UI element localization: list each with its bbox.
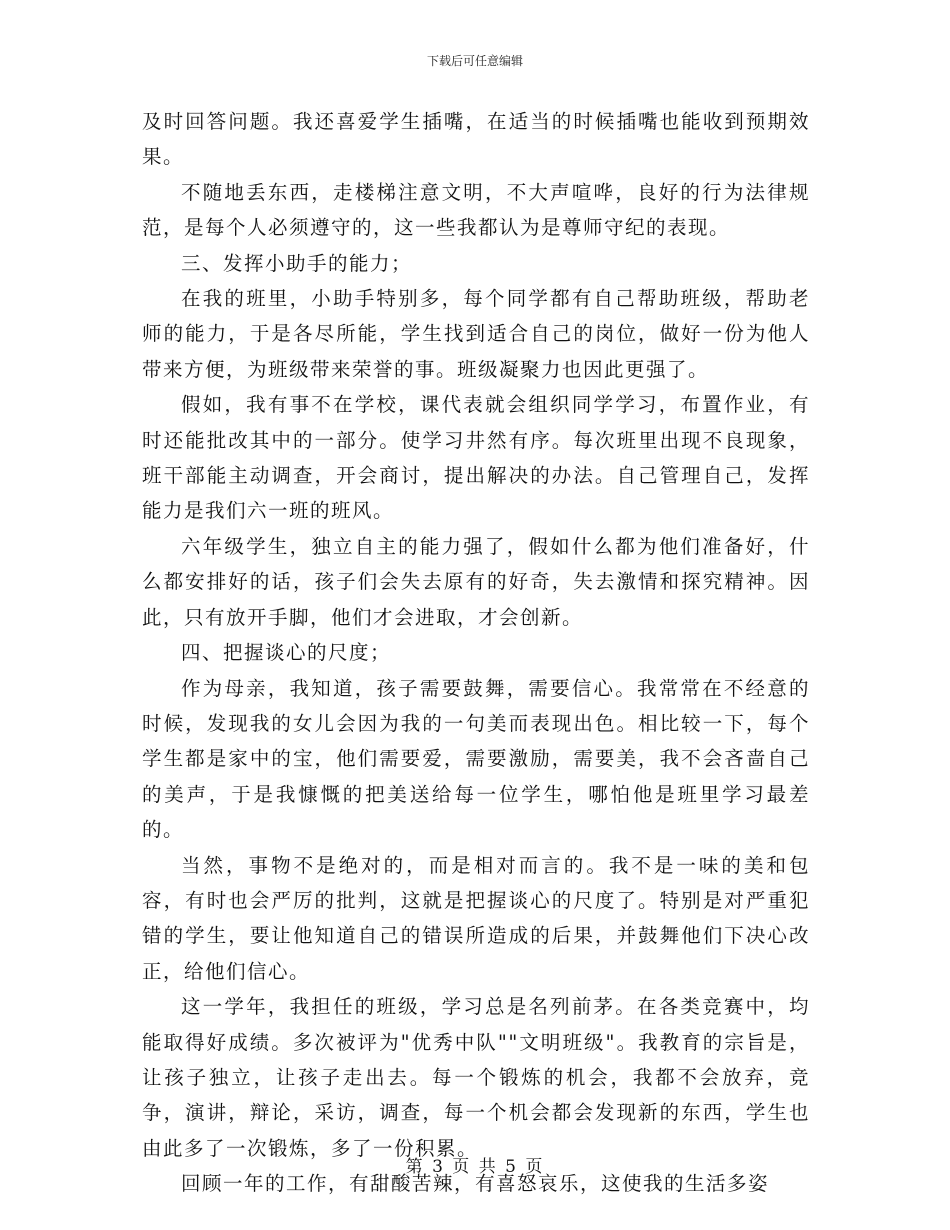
paragraph-6: 六年级学生，独立自主的能力强了，假如什么都为他们准备好，什么都安排好的话，孩子们会失去原有的好奇，失去激情和探究精神。因此，只有放开手脚，他们才会进取，才会创新。 bbox=[142, 534, 810, 629]
paragraph-1: 及时回答问题。我还喜爱学生插嘴，在适当的时候插嘴也能收到预期效果。 bbox=[142, 110, 810, 169]
paragraph-8: 作为母亲，我知道，孩子需要鼓舞，需要信心。我常常在不经意的时候，发现我的女儿会因为我的一句美而表现出色。相比较一下，每个学生都是家中的宝，他们需要爱，需要激励，需要美，我不会吝啬自己的美声，于是我慷慨的把美送给每一位学生，哪怕他是班里学习最差的。 bbox=[142, 676, 810, 842]
section-heading-3: 三、发挥小助手的能力； bbox=[181, 251, 413, 275]
page-number-footer: 第 3 页 共 5 页 bbox=[405, 1157, 545, 1177]
document-body bbox=[142, 104, 810, 1202]
paragraph-2: 不随地丢东西，走楼梯注意文明，不大声喧哗，良好的行为法律规范，是每个人必须遵守的，这一些我都认为是尊师守纪的表现。 bbox=[142, 180, 810, 240]
paragraph-10: 这一学年，我担任的班级，学习总是名列前茅。在各类竞赛中，均能取得好成绩。多次被评为"优秀中队""文明班级"。我教育的宗旨是，让孩子独立，让孩子走出去。每一个锻炼的机会，我都不会放弃，竞争，演讲，辩论，采访，调查，每一个机会都会发现新的东西，学生也由此多了一次锻炼，多了一份积累。 bbox=[142, 995, 810, 1160]
paragraph-5: 假如，我有事不在学校，课代表就会组织同学学习，布置作业，有时还能批改其中的一部分。使学习井然有序。每次班里出现不良现象，班干部能主动调查，开会商讨，提出解决的办法。自己管理自己，发挥能力是我们六一班的班风。 bbox=[142, 393, 810, 523]
page-header: 下载后可任意编辑 bbox=[426, 54, 523, 68]
section-heading-4: 四、把握谈心的尺度； bbox=[181, 641, 392, 665]
paragraph-9: 当然，事物不是绝对的，而是相对而言的。我不是一味的美和包容，有时也会严厉的批判，这就是把握谈心的尺度了。特别是对严重犯错的学生，要让他知道自己的错误所造成的后果，并鼓舞他们下决心改正，给他们信心。 bbox=[142, 853, 810, 983]
paragraph-4: 在我的班里，小助手特别多，每个同学都有自己帮助班级，帮助老师的能力，于是各尽所能，学生找到适合自己的岗位，做好一份为他人带来方便，为班级带来荣誉的事。班级凝聚力也因此更强了。 bbox=[142, 287, 810, 381]
paragraph-11: 回顾一年的工作，有甜酸苦辣，有喜怒哀乐，这使我的生活多姿 bbox=[181, 1172, 770, 1196]
